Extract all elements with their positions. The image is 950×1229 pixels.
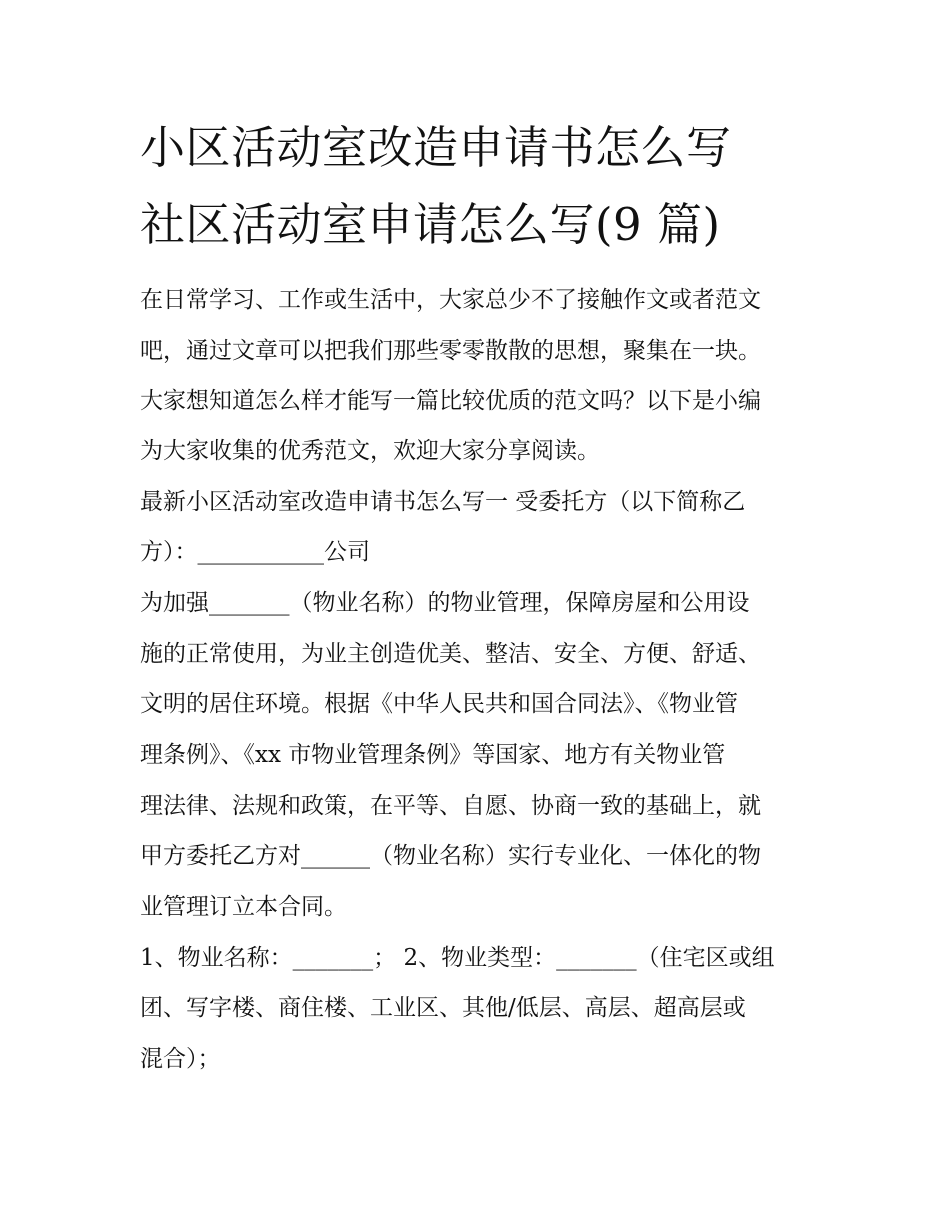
paragraph-line: 文明的居住环境。根据《中华人民共和国合同法》、《物业管 (140, 691, 738, 717)
paragraph-line: 理法律、法规和政策，在平等、自愿、协商一致的基础上，就 (140, 793, 761, 819)
paragraph-line: 团、写字楼、商住楼、工业区、其他/低层、高层、超高层或 (140, 995, 746, 1021)
document-title-line-1: 小区活动室改造申请书怎么写 (140, 121, 732, 174)
paragraph-line: 甲方委托乙方对______（物业名称）实行专业化、一体化的物 (140, 843, 761, 869)
paragraph-line: 理条例》、《xx 市物业管理条例》等国家、地方有关物业管 (140, 742, 726, 768)
paragraph-line: 最新小区活动室改造申请书怎么写一 受委托方（以下简称乙 (140, 489, 746, 515)
paragraph-line: 业管理订立本合同。 (140, 894, 347, 920)
paragraph-line: 为大家收集的优秀范文，欢迎大家分享阅读。 (140, 438, 600, 464)
paragraph-line: 为加强_______（物业名称）的物业管理，保障房屋和公用设 (140, 590, 750, 616)
paragraph-line: 吧，通过文章可以把我们那些零零散散的思想，聚集在一块。 (140, 338, 761, 364)
paragraph-line: 在日常学习、工作或生活中，大家总少不了接触作文或者范文 (140, 287, 761, 313)
paragraph-line: 大家想知道怎么样才能写一篇比较优质的范文吗？以下是小编 (140, 388, 761, 414)
document-title-line-2: 社区活动室申请怎么写(9 篇) (140, 198, 721, 251)
paragraph-line: 方）：___________公司 (140, 539, 370, 565)
paragraph-line: 施的正常使用，为业主创造优美、整洁、安全、方便、舒适、 (140, 641, 761, 667)
paragraph-line: 混合）； (140, 1046, 221, 1072)
paragraph-line: 1、物业名称：_______； 2、物业类型：_______（住宅区或组 (140, 945, 775, 971)
